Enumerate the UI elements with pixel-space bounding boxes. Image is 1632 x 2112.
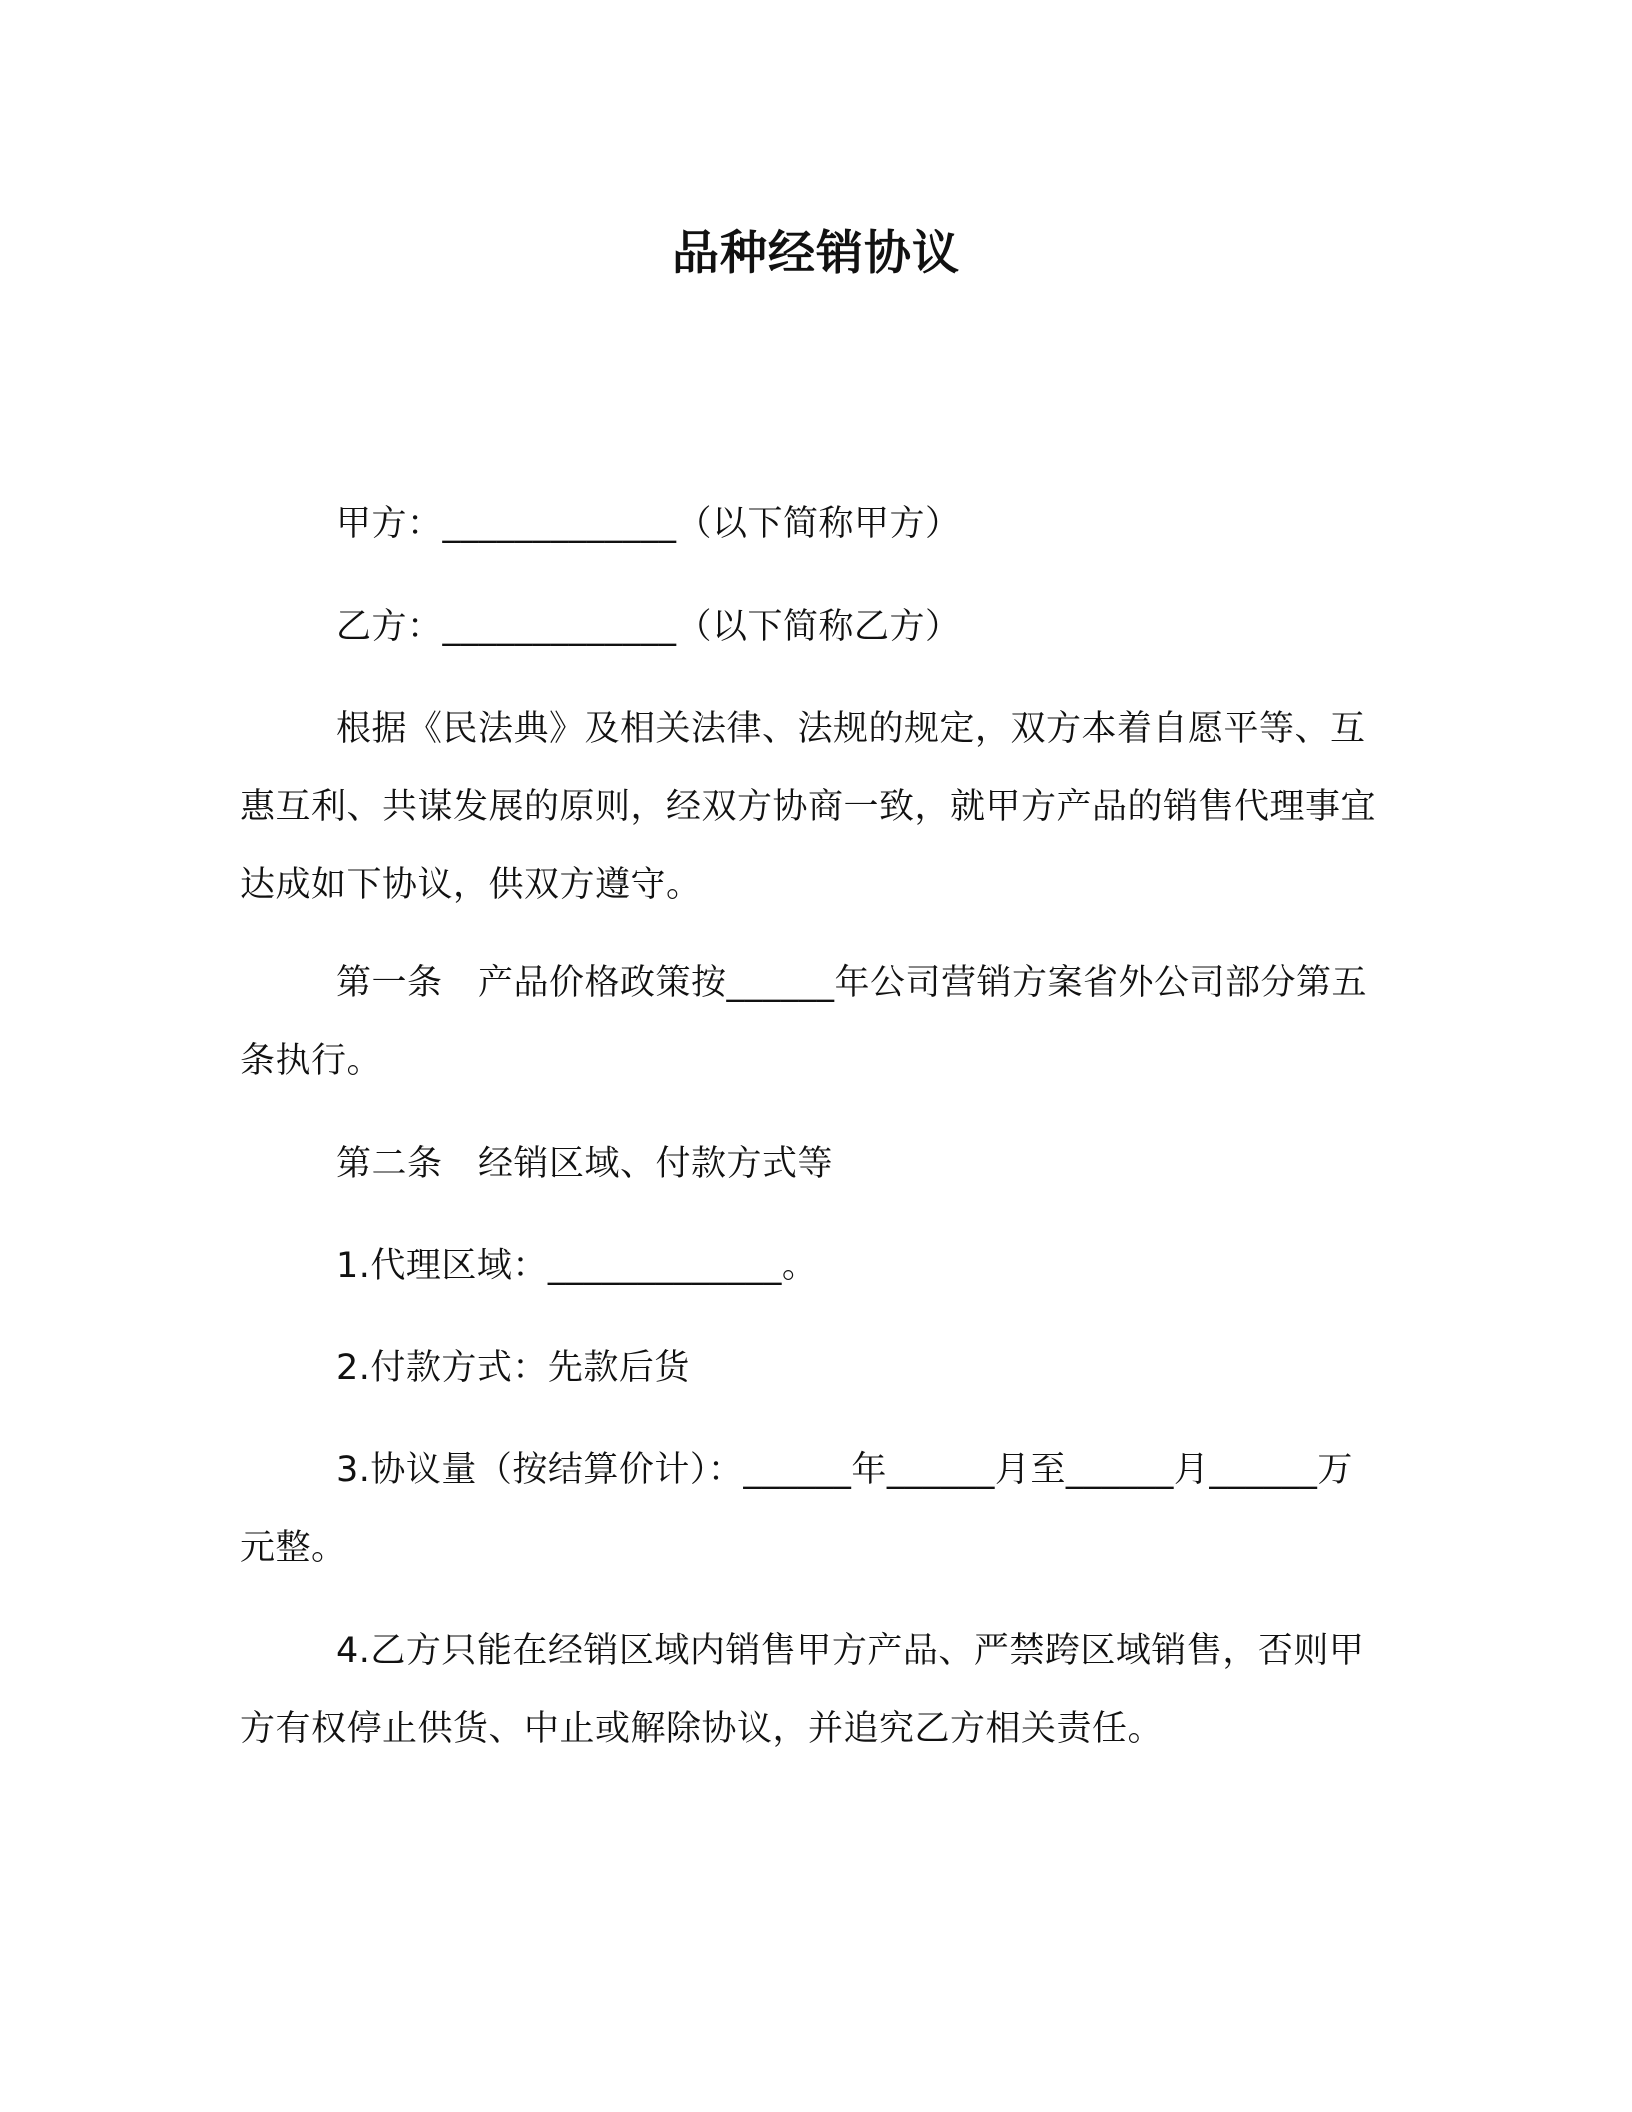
party-a-line: 甲方：_____________（以下简称甲方） [336,504,961,544]
party-b-line: 乙方：_____________（以下简称乙方） [336,607,961,647]
article-2-heading: 第二条 经销区域、付款方式等 [336,1144,834,1184]
document-title: 品种经销协议 [672,226,960,281]
item-2-payment-method: 2.付款方式：先款后货 [336,1348,690,1388]
item-1-agency-area: 1.代理区域：_____________。 [336,1246,818,1286]
item-4-sales-restriction: 4.乙方只能在经销区域内销售甲方产品、严禁跨区域销售，否则甲方有权停止供货、中止或解除协议，并追究乙方相关责任。 [240,1631,1365,1749]
article-1-paragraph: 第一条 产品价格政策按______年公司营销方案省外公司部分第五条执行。 [240,963,1368,1081]
preamble-paragraph: 根据《民法典》及相关法律、法规的规定，双方本着自愿平等、互惠互利、共谋发展的原则，经双方协商一致，就甲方产品的销售代理事宜达成如下协议，供双方遵守。 [240,709,1377,905]
item-3-agreement-volume: 3.协议量（按结算价计）：______年______月至______月______万元整。 [240,1450,1353,1568]
